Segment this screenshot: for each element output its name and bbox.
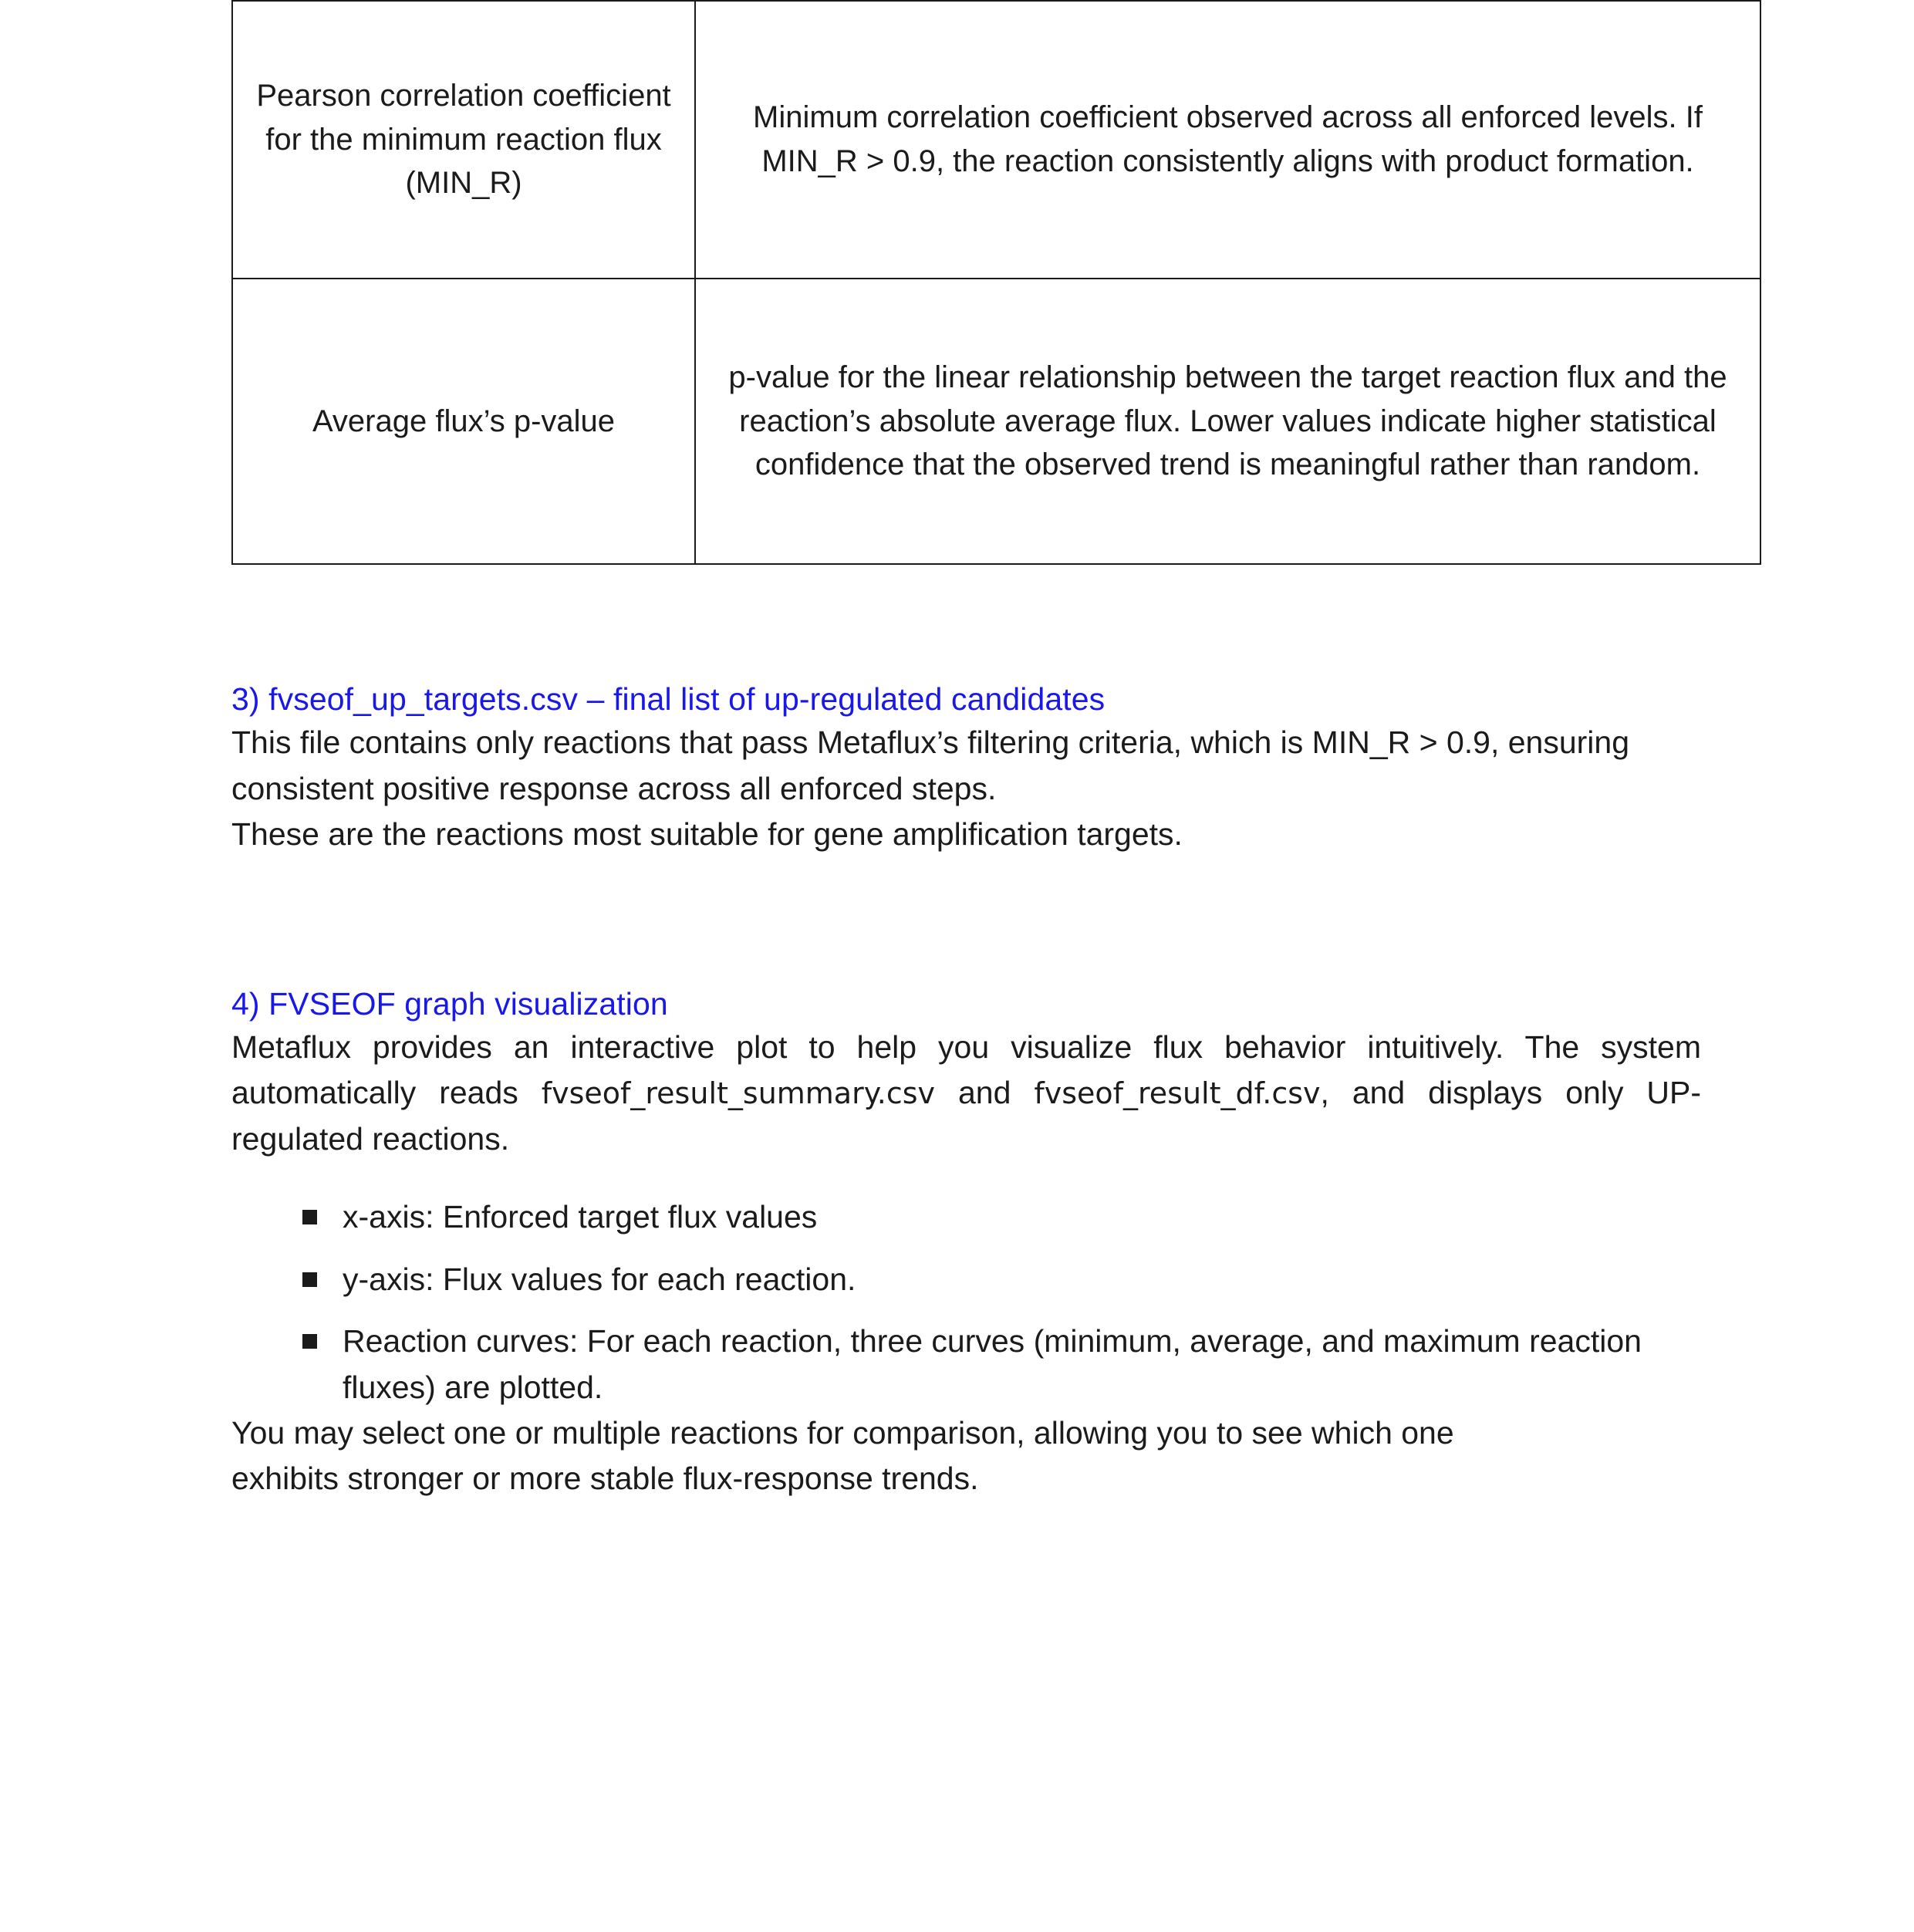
section4-closing-paragraph-line1: You may select one or multiple reactions for comparison, allowing you to see which one (231, 1414, 1454, 1451)
list-item (302, 1319, 1701, 1410)
table-cell-description: p-value for the linear relationship between the target reaction flux and the reaction’s absolute average flux. Lower values indicate higher statistical confidence that the observed trend is meaningful rather than random. (695, 279, 1760, 564)
intro-text-part2: and (935, 1075, 1035, 1111)
section4-closing-paragraph-line2: exhibits stronger or more stable flux-response trends. (231, 1461, 979, 1497)
table-cell-term: Pearson correlation coefficient for the minimum reaction flux (MIN_R) (232, 1, 695, 279)
list-item-label: y-axis: Flux values for each reaction. (343, 1261, 856, 1297)
square-bullet-icon (302, 1334, 317, 1349)
parameter-description-table (231, 0, 1761, 565)
filename-fvseof-result-df: fvseof_result_df.csv (1034, 1076, 1321, 1111)
section-heading-fvseof-up-targets: 3) fvseof_up_targets.csv – final list of up-regulated candidates (231, 681, 1106, 717)
list-item-label: Reaction curves: For each reaction, three curves (minimum, average, and maximum reaction fluxes) are plotted. (343, 1323, 1642, 1405)
document-content-column (231, 0, 1727, 1502)
list-item-label: x-axis: Enforced target flux values (343, 1199, 818, 1235)
section4-paragraph-interactive-plot (231, 1025, 1701, 1162)
section-heading-fvseof-graph-visualization: 4) FVSEOF graph visualization (231, 985, 668, 1022)
filename-fvseof-result-summary: fvseof_result_summary.csv (541, 1076, 936, 1111)
visualization-bullet-list (231, 1194, 1701, 1410)
table-row (232, 1, 1760, 279)
section3-paragraph-filtering-criteria: This file contains only reactions that pass Metaflux’s filtering criteria, which is MIN_R > 0.9, ensuring consistent positive response across all enforced steps. (231, 724, 1630, 806)
table-cell-term: Average flux’s p-value (232, 279, 695, 564)
list-item (302, 1257, 1701, 1302)
intro-text-part1: Metaflux provides an interactive plot to help you visualize flux behavior intuitively. The system automatically reads (231, 1028, 1701, 1111)
intro-text-part3: , and displays only UP-regulated reactions. (231, 1075, 1701, 1157)
square-bullet-icon (302, 1210, 317, 1224)
table-row (232, 279, 1760, 564)
table-cell-description: Minimum correlation coefficient observed across all enforced levels. If MIN_R > 0.9, the reaction consistently aligns with product formation. (695, 1, 1760, 279)
square-bullet-icon (302, 1272, 317, 1287)
section3-paragraph-amplification-targets: These are the reactions most suitable for gene amplification targets. (231, 816, 1183, 853)
list-item (302, 1194, 1701, 1240)
